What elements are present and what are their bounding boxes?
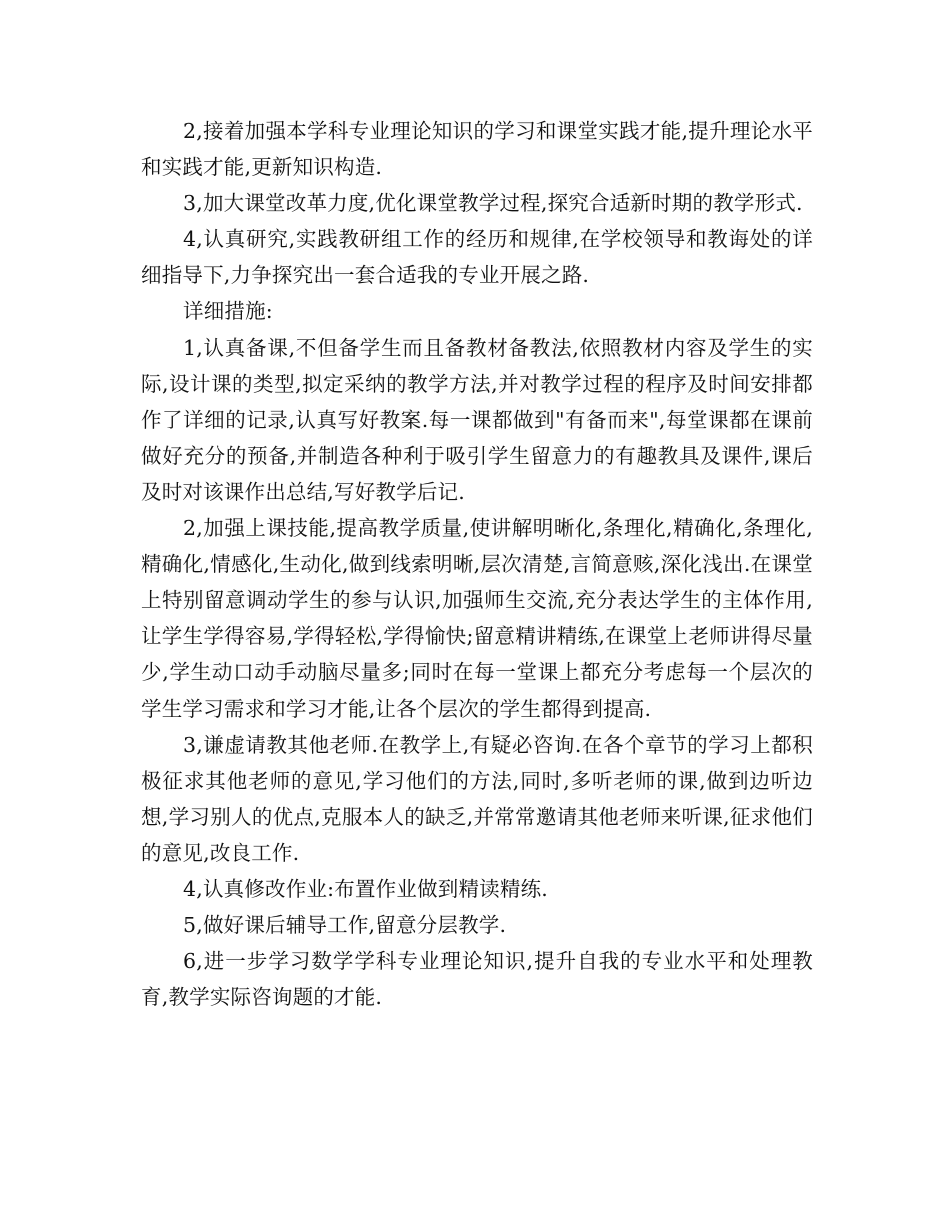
paragraph-measure-5: 5,做好课后辅导工作,留意分层教学. — [183, 913, 507, 938]
paragraph-goal-4: 4,认真研究,实践教研组工作的经历和规律,在学校领导和教诲处的详细指导下,力争探究出一套合适我的专业开展之路. — [141, 227, 813, 288]
section-heading-measures: 详细措施: — [183, 299, 273, 324]
paragraph-measure-6: 6,进一步学习数学学科专业理论知识,提升自我的专业水平和处理教育,教学实际咨询题的才能. — [141, 949, 813, 1010]
paragraph-measure-1: 1,认真备课,不但备学生而且备教材备教法,依照教材内容及学生的实际,设计课的类型,拟定采纳的教学方法,并对教学过程的程序及时间安排都作了详细的记录,认真写好教案.每一课都做到"有备而来",每堂课都在课前做好充分的预备,并制造各种利于吸引学生留意力的有趣教具及课件,课后及时对该课作出总结,写好教学后记. — [141, 335, 813, 504]
paragraph-measure-2: 2,加强上课技能,提高教学质量,使讲解明晰化,条理化,精确化,条理化,精确化,情感化,生动化,做到线索明晰,层次清楚,言简意赅,深化浅出.在课堂上特别留意调动学生的参与认识,加强师生交流,充分表达学生的主体作用,让学生学得容易,学得轻松,学得愉快;留意精讲精练,在课堂上老师讲得尽量少,学生动口动手动脑尽量多;同时在每一堂课上都充分考虑每一个层次的学生学习需求和学习才能,让各个层次的学生都得到提高. — [141, 516, 813, 721]
paragraph-measure-3: 3,谦虚请教其他老师.在教学上,有疑必咨询.在各个章节的学习上都积极征求其他老师的意见,学习他们的方法,同时,多听老师的课,做到边听边想,学习别人的优点,克服本人的缺乏,并常常邀请其他老师来听课,征求他们的意见,改良工作. — [141, 732, 813, 865]
paragraph-measure-4: 4,认真修改作业:布置作业做到精读精练. — [183, 876, 548, 901]
paragraph-goal-3: 3,加大课堂改革力度,优化课堂教学过程,探究合适新时期的教学形式. — [183, 191, 803, 216]
paragraph-goal-2: 2,接着加强本学科专业理论知识的学习和课堂实践才能,提升理论水平和实践才能,更新知识构造. — [141, 119, 813, 180]
document-body — [141, 113, 813, 1015]
